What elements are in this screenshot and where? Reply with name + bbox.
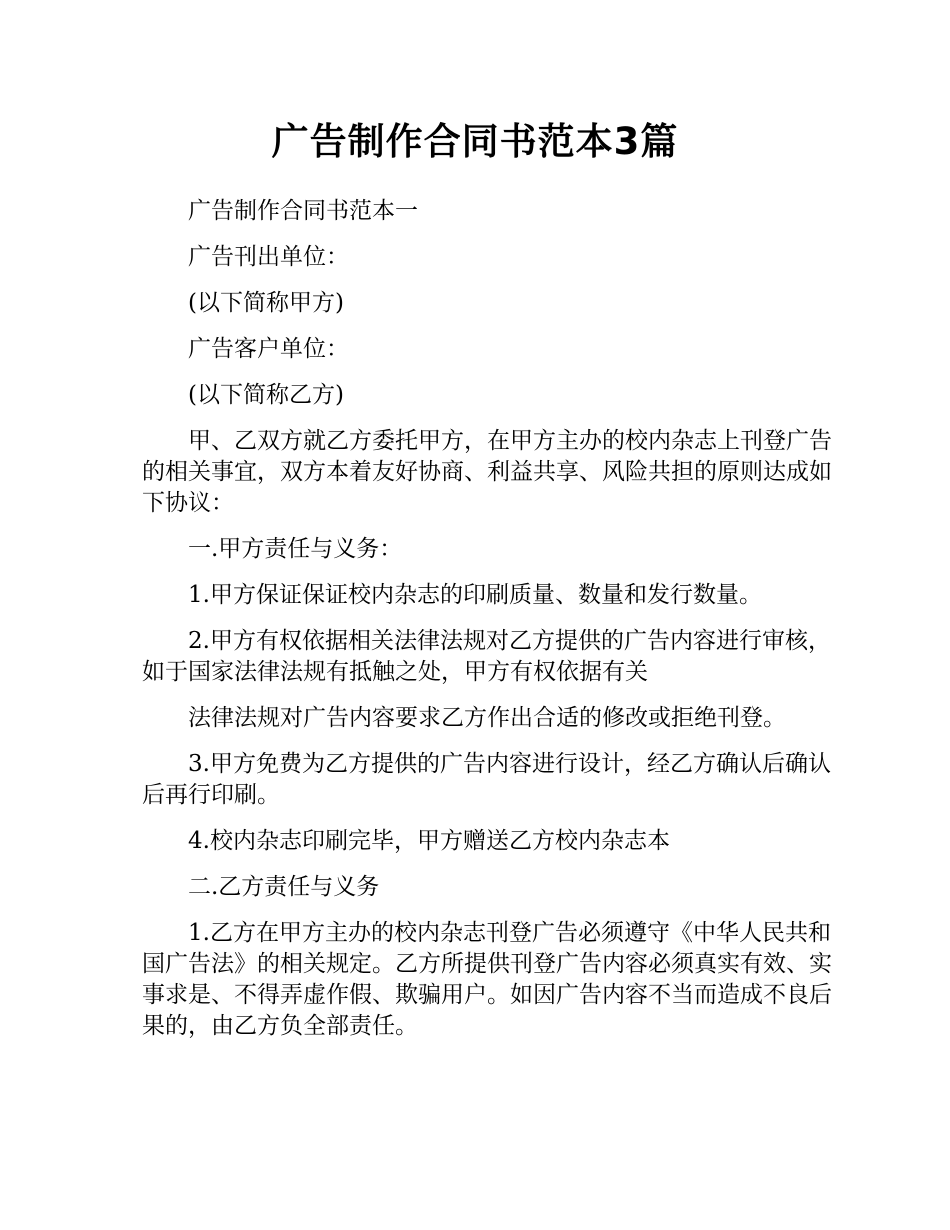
section-heading: 二.乙方责任与义务 xyxy=(188,874,380,900)
paragraph: 1.乙方在甲方主办的校内杂志刊登广告必须遵守《中华人民共和国广告法》的相关规定。乙方所提供刊登广告内容必须真实有效、实事求是、不得弄虚作假、欺骗用户。如因广告内容不当而造成不良后果的，由乙方负全部责任。 xyxy=(142,920,832,1039)
paragraph: 2.甲方有权依据相关法律法规对乙方提供的广告内容进行审核，如于国家法律法规有抵触之处，甲方有权依据有关 xyxy=(142,628,831,685)
document-title: 广告制作合同书范本3篇 xyxy=(271,120,679,163)
paragraph: 1.甲方保证保证校内杂志的印刷质量、数量和发行数量。 xyxy=(188,582,762,608)
paragraph: 广告客户单位： xyxy=(188,336,349,362)
paragraph: 广告制作合同书范本一 xyxy=(188,198,418,224)
paragraph: 法律法规对广告内容要求乙方作出合适的修改或拒绝刊登。 xyxy=(188,705,786,731)
document-body xyxy=(142,196,832,1057)
paragraph: (以下简称乙方) xyxy=(188,382,344,408)
section-heading: 一.甲方责任与义务： xyxy=(188,536,403,562)
paragraph: (以下简称甲方) xyxy=(188,290,344,316)
paragraph: 广告刊出单位： xyxy=(188,244,349,270)
paragraph: 3.甲方免费为乙方提供的广告内容进行设计，经乙方确认后确认后再行印刷。 xyxy=(142,751,831,808)
paragraph: 4.校内杂志印刷完毕，甲方赠送乙方校内杂志本 xyxy=(188,828,670,854)
paragraph: 甲、乙双方就乙方委托甲方，在甲方主办的校内杂志上刊登广告的相关事宜，双方本着友好协商、利益共享、风险共担的原则达成如下协议： xyxy=(142,428,832,516)
